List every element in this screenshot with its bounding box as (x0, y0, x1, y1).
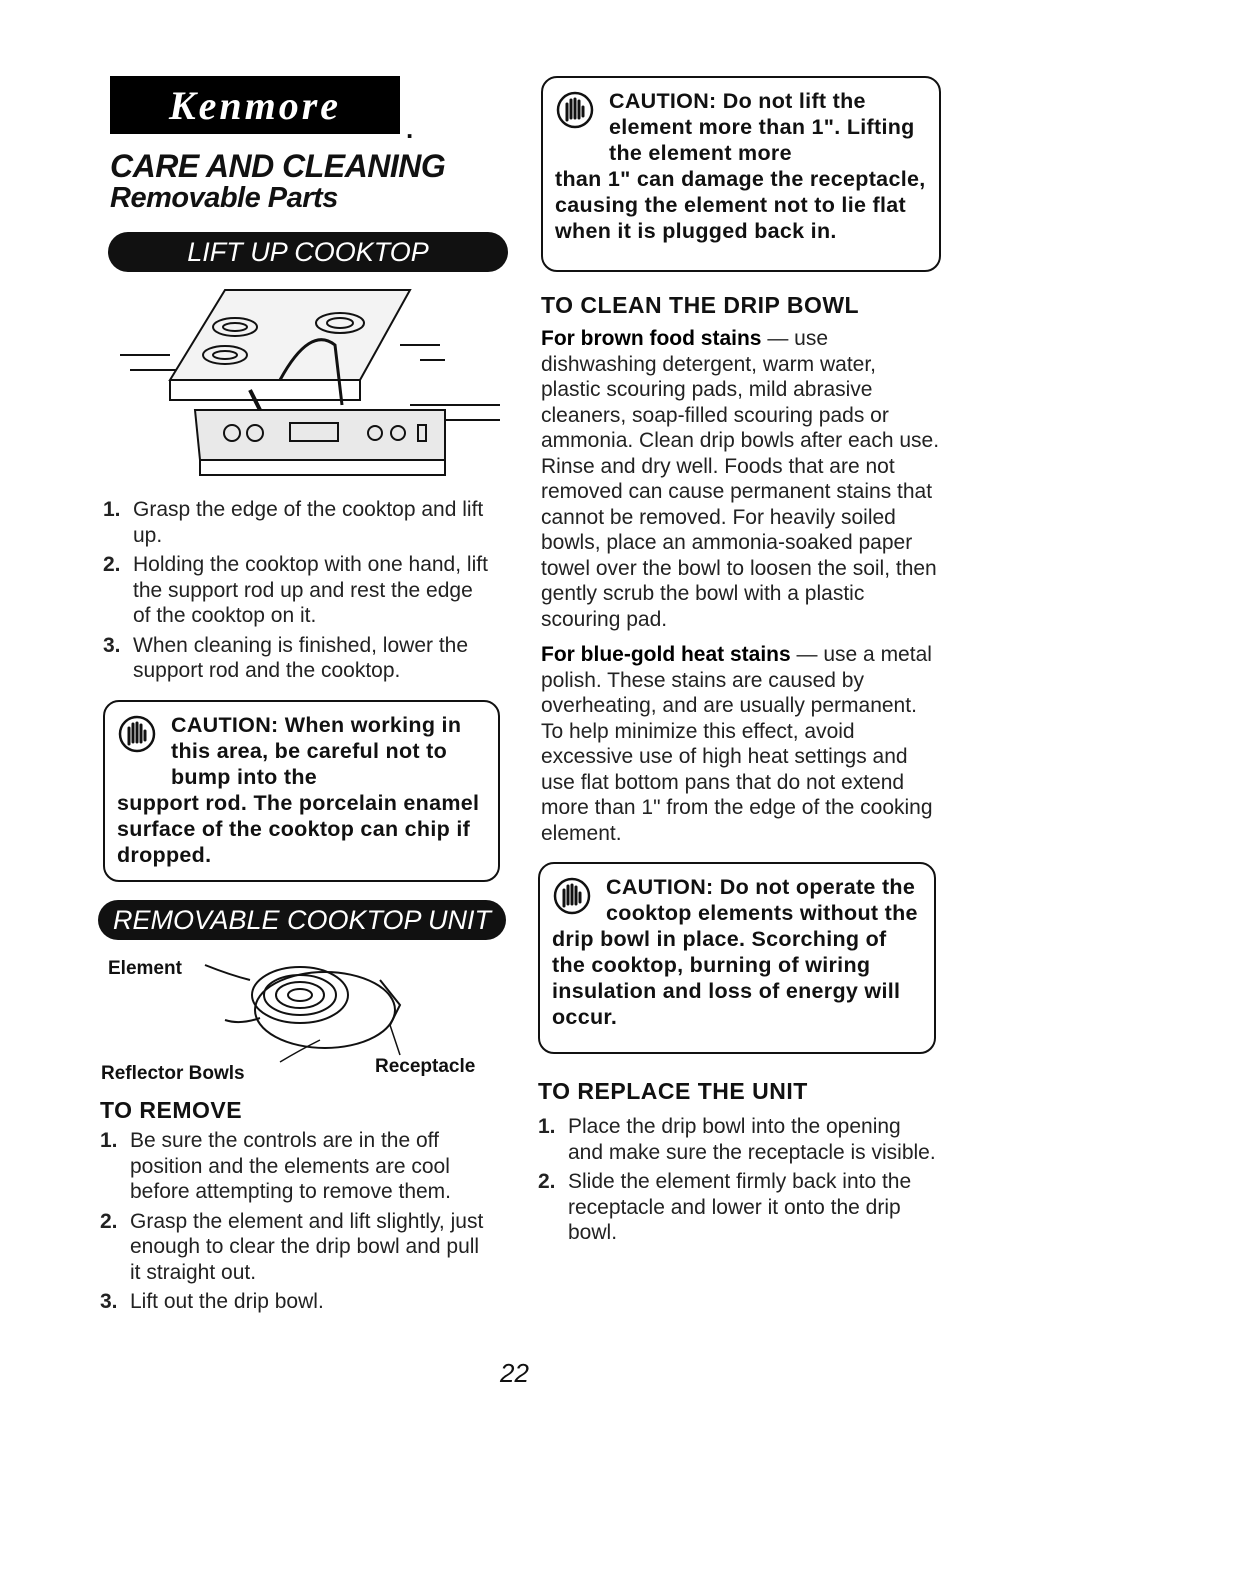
logo-text: Kenmore (168, 83, 342, 128)
list-item: 1. Grasp the edge of the cooktop and lift up. (103, 498, 484, 547)
list-item: 2. Slide the element firmly back into the receptacle and lower it onto the drip bowl. (538, 1170, 912, 1244)
heading-to-remove: TO REMOVE (100, 1097, 243, 1123)
remove-steps-list (100, 1128, 495, 1319)
page-number: 22 (500, 1358, 529, 1388)
stop-hand-icon (552, 876, 592, 916)
section-banner-lift-up: LIFT UP COOKTOP (108, 232, 508, 272)
page-title: CARE AND CLEANING (110, 148, 446, 184)
caution-box-support-rod: CAUTION: When working in this area, be careful not to bump into the support rod. The porcelain enamel surface of the cooktop can chip if dropped. (103, 700, 500, 882)
label-reflector-bowls: Reflector Bowls (101, 1063, 245, 1084)
brown-stains-paragraph: For brown food stains — use dishwashing detergent, warm water, plastic scouring pads, mild abrasive cleaners, soap-filled scouring pads or ammonia. Clean drip bowls after each use. Rinse and dry well. Foods that are not removed can cause permanent stains that cannot be removed. For heavily soiled bowls, place an ammonia-soaked paper towel over the bowl to loosen the soil, then gently scrub the bowl with a plastic scouring pad. (541, 327, 940, 631)
lift-steps-list (103, 497, 493, 688)
list-item: 3. When cleaning is finished, lower the support rod and the cooktop. (103, 633, 469, 682)
list-item: 2. Grasp the element and lift slightly, just enough to clear the drip bowl and pull it straight out. (100, 1209, 484, 1284)
caution-box-lift-element: CAUTION: Do not lift the element more than 1". Lifting the element more than 1" can damage the receptacle, causing the element not to lie flat when it is plugged back in. (541, 76, 941, 272)
stop-hand-icon (555, 90, 595, 130)
heading-replace-unit: TO REPLACE THE UNIT (538, 1078, 808, 1104)
label-receptacle: Receptacle (375, 1056, 476, 1077)
stop-hand-icon (117, 714, 157, 754)
section-banner-removable-unit: REMOVABLE COOKTOP UNIT (98, 900, 506, 940)
caution-box-drip-bowl: CAUTION: Do not operate the cooktop elements without the drip bowl in place. Scorching of the cooktop, burning of wiring insulation and loss of energy will occur. (538, 862, 936, 1054)
list-item: 3. Lift out the drip bowl. (100, 1290, 324, 1313)
page-subtitle: Removable Parts (110, 182, 338, 214)
heading-clean-drip-bowl: TO CLEAN THE DRIP BOWL (541, 292, 860, 318)
list-item: 2. Holding the cooktop with one hand, lift the support rod up and rest the edge of the cooktop on it. (103, 553, 488, 627)
element-illustration (200, 950, 420, 1065)
list-item: 1. Be sure the controls are in the off position and the elements are cool before attempting to remove them. (100, 1129, 451, 1203)
replace-steps-list (538, 1114, 938, 1250)
lift-cooktop-illustration (110, 285, 505, 485)
list-item: 1. Place the drip bowl into the opening and make sure the receptacle is visible. (538, 1115, 936, 1164)
blue-gold-stains-paragraph: For blue-gold heat stains — use a metal polish. These stains are caused by overheating, and are usually permanent. To help minimize this effect, avoid excessive use of high heat settings and use flat bottom pans that do not extend more than 1" from the edge of the cooking element. (541, 643, 933, 845)
kenmore-logo: Kenmore . (110, 76, 420, 136)
label-element: Element (108, 958, 182, 979)
